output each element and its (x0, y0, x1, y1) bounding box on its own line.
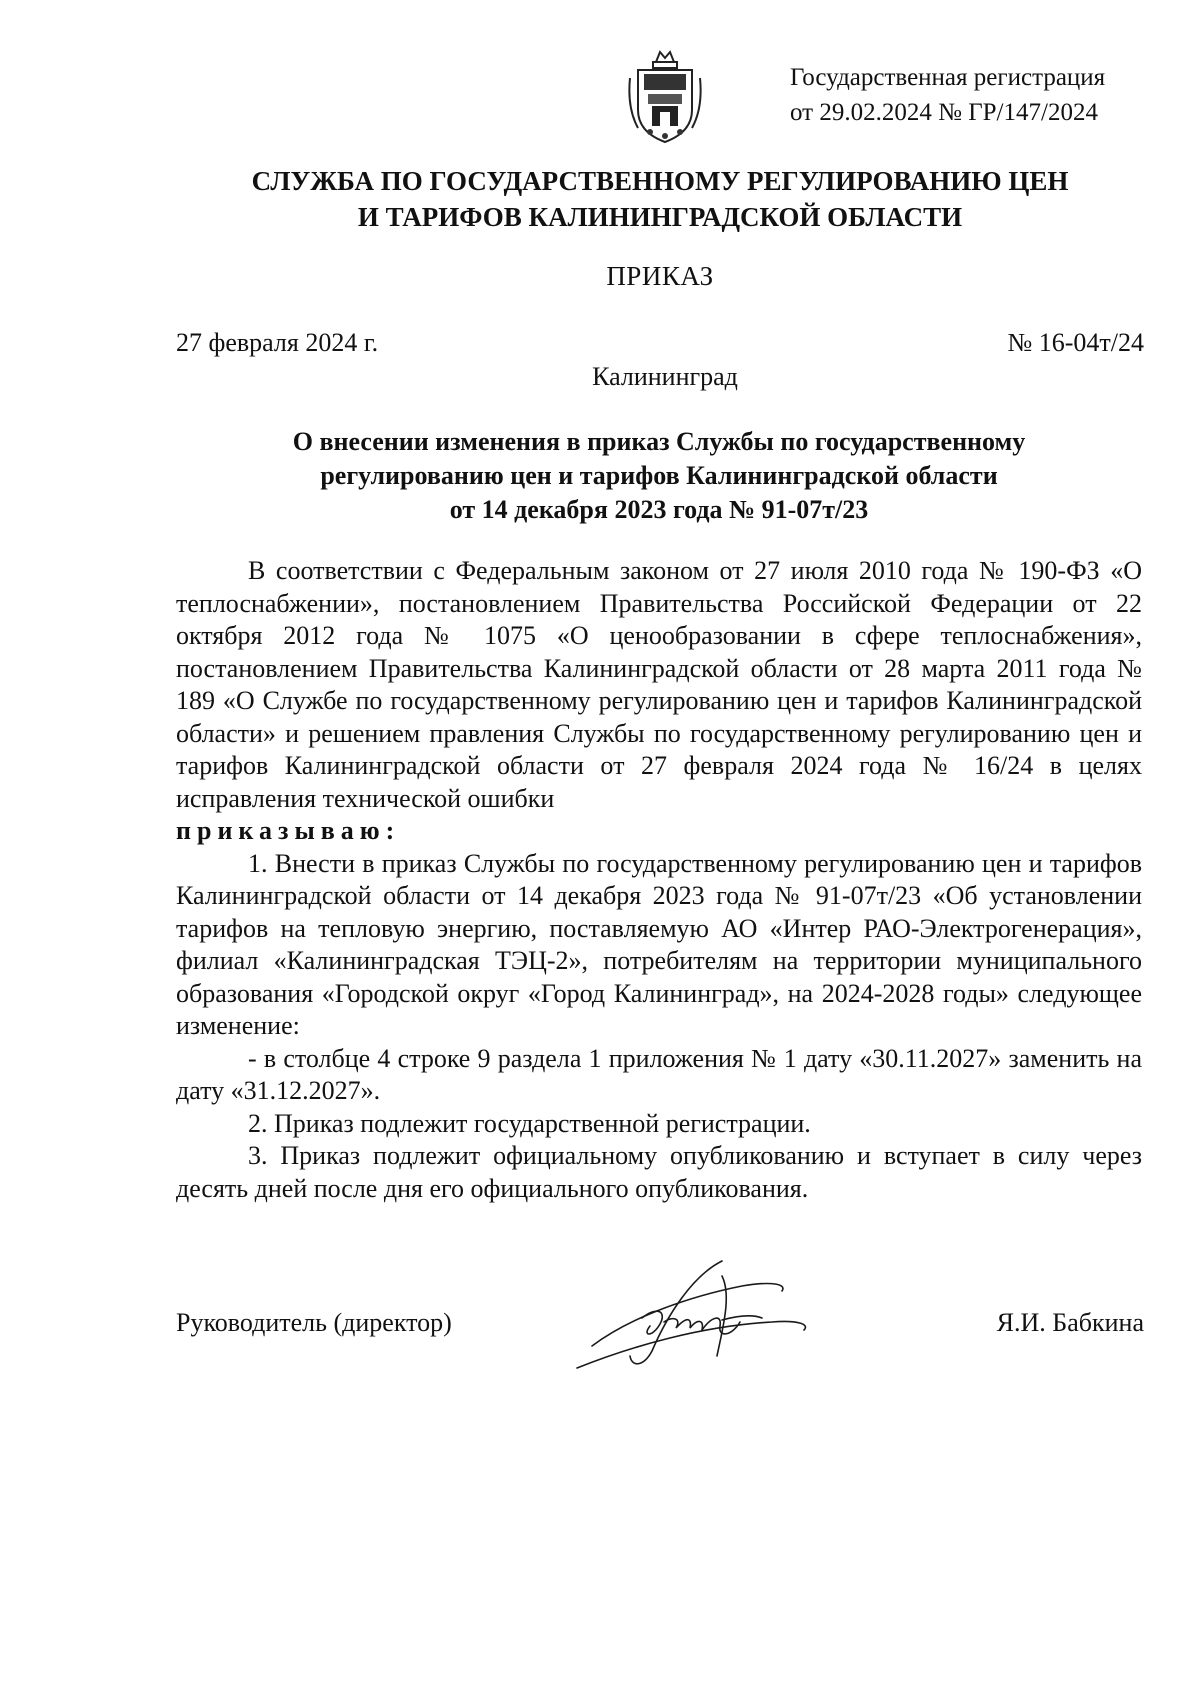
agency-name (120, 163, 1200, 235)
order-word-text: приказываю: (176, 816, 401, 845)
document-city: Калининград (592, 362, 738, 391)
signatory-title: Руководитель (директор) (176, 1308, 452, 1337)
item-3-paragraph: 3. Приказ подлежит официальному опубликованию и вступает в силу через десять дней после дня его официального опубликования. (176, 1141, 1142, 1203)
agency-name-line-2: И ТАРИФОВ КАЛИНИНГРАДСКОЙ ОБЛАСТИ (357, 202, 963, 232)
document-number: № 16-04т/24 (1007, 328, 1144, 357)
handwritten-signature (572, 1256, 817, 1376)
registration-line-1: Государственная регистрация (790, 64, 1106, 91)
agency-name-line-1: СЛУЖБА ПО ГОСУДАРСТВЕННОМУ РЕГУЛИРОВАНИЮ ЦЕН (251, 166, 1069, 196)
coat-of-arms-icon (626, 48, 704, 148)
item-1-sub-paragraph: - в столбце 4 строке 9 раздела 1 приложения № 1 дату «30.11.2027» заменить на дату «31.12.2027». (176, 1043, 1142, 1105)
subject-line-3: от 14 декабря 2023 года № 91-07т/23 (449, 495, 869, 524)
order-word (176, 815, 1142, 848)
registration-line-2: от 29.02.2024 № ГР/147/2024 (790, 99, 1098, 126)
document-body (176, 555, 1142, 1205)
subject-line-2: регулированию цен и тарифов Калининградской области (320, 461, 998, 490)
item-2-paragraph: 2. Приказ подлежит государственной регистрации. (248, 1108, 811, 1138)
preamble-paragraph: В соответствии с Федеральным законом от 27 июля 2010 года № 190-ФЗ «О теплоснабжении», постановлением Правительства Российской Федерации от 22 октября 2012 года № 1075 «О ценообразовании в сфере теплоснабжения», постановлением Правительства Калининградской области от 28 марта 2011 года № 189 «О Службе по государственному регулированию цен и тарифов Калининградской области» и решением правления Службы по государственному регулированию цен и тарифов Калининградской области от 27 февраля 2024 года № 16/24 в целях исправления технической ошибки (176, 556, 1142, 813)
document-subject (176, 425, 1142, 527)
item-1-paragraph: 1. Внести в приказ Службы по государственному регулированию цен и тарифов Калининградской области от 14 декабря 2023 года № 91-07т/23 «Об установлении тарифов на тепловую энергию, поставляемую АО «Интер РАО-Электрогенерация», филиал «Калининградская ТЭЦ-2», потребителям на территории муниципального образования «Городской округ «Город Калининград», на 2024-2028 годы» следующее изменение: (176, 848, 1142, 1040)
subject-line-1: О внесении изменения в приказ Службы по государственному (292, 427, 1026, 456)
document-type: ПРИКАЗ (606, 261, 714, 291)
signatory-name: Я.И. Бабкина (996, 1308, 1144, 1337)
registration-info (790, 60, 1105, 130)
document-date: 27 февраля 2024 г. (176, 328, 379, 357)
